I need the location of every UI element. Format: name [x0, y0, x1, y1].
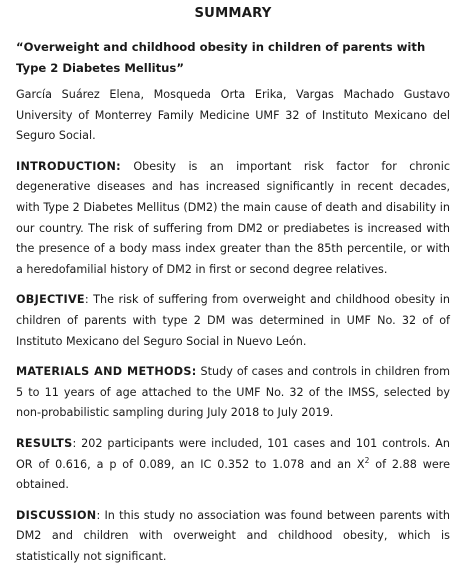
- introduction-section: [16, 157, 450, 281]
- paper-title: “Overweight and childhood obesity in children of parents with Type 2 Diabetes Mellitus”: [16, 40, 426, 75]
- methods-section: [16, 362, 450, 424]
- methods-text: Study of cases and controls in children from 5 to 11 years of age attached to the UMF No. 32 of the IMSS, selected by non-probabilistic sampling during July 2018 to July 2019.: [16, 365, 450, 420]
- results-section: [16, 434, 450, 496]
- chi-square-superscript: 2: [364, 455, 370, 465]
- discussion-section: [16, 506, 450, 568]
- introduction-text: Obesity is an important risk factor for chronic degenerative diseases and has increased significantly in recent decades, with Type 2 Diabetes Mellitus (DM2) the main cause of death and disability in our country. The risk of suffering from DM2 or prediabetes is increased with the presence of a body mass index greater than the 85th percentile, or with a heredofamilial history of DM2 in first or second degree relatives.: [16, 159, 450, 276]
- results-text: : 202 participants were included, 101 cases and 101 controls. An OR of 0.616, a p of 0.089, an IC 0.352 to 1.078 and an X: [16, 436, 450, 471]
- objective-section: [16, 290, 450, 352]
- discussion-text: : In this study no association was found between parents with DM2 and children with overweight and childhood obesity, which is statistically not significant.: [16, 508, 450, 563]
- authors-affiliation: García Suárez Elena, Mosqueda Orta Erika, Vargas Machado Gustavo University of Monterrey Family Medicine UMF 32 of Instituto Mexicano del Seguro Social.: [16, 88, 450, 143]
- objective-text: : The risk of suffering from overweight and childhood obesity in children of parents with type 2 DM was determined in UMF No. 32 of of Instituto Mexicano del Seguro Social in Nuevo León.: [16, 293, 450, 348]
- results-label: RESULTS: [16, 436, 73, 450]
- discussion-label: DISCUSSION: [16, 508, 97, 522]
- results-text-end: of 2.88 were obtained.: [16, 457, 450, 492]
- introduction-label: INTRODUCTION:: [16, 159, 121, 173]
- page-heading: SUMMARY: [194, 6, 272, 21]
- methods-label: MATERIALS AND METHODS:: [16, 365, 197, 379]
- objective-label: OBJECTIVE: [16, 293, 85, 307]
